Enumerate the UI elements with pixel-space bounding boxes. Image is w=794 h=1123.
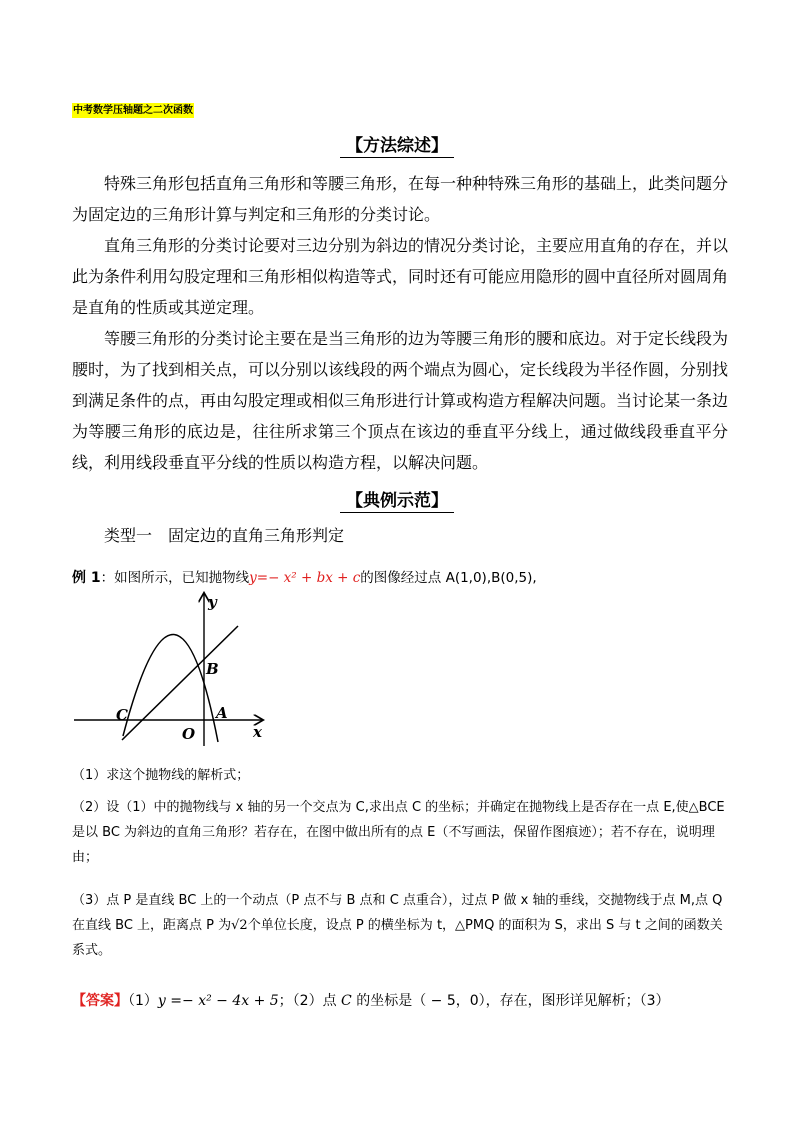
point-c-label: C (116, 706, 128, 724)
y-axis-label: y (208, 593, 217, 611)
answer-part-2: ；（2）点 (278, 993, 342, 1009)
example-heading (0, 490, 794, 512)
paragraph-2: 直角三角形的分类讨论要对三边分别为斜边的情况分类讨论，主要应用直角的存在，并以此为条件利用勾股定理和三角形相似构造等式，同时还有可能应用隐形的圆中直径所对圆周角是直角的性质或其逆定理。 (72, 236, 729, 317)
paragraph-3: 等腰三角形的分类讨论主要在是当三角形的边为等腰三角形的腰和底边。对于定长线段为腰时，为了找到相关点，可以分别以该线段的两个端点为圆心，定长线段为半径作圆，分别找到满足条件的点，再由勾股定理或相似三角形进行计算或构造方程解决问题。当讨论某一条边为等腰三角形的底边是，往往所求第三个顶点在该边的垂直平分线上，通过做线段垂直平分线，利用线段垂直平分线的性质以构造方程，以解决问题。 (72, 329, 729, 472)
question-3-part-1: （3）点 P 是直线 BC 上的一个动点（P 点不与 B 点和 C 点重合），过点 P 做 x 轴的垂线，交抛物线于点 M,点 Q 在直线 BC 上，距离点 P 为 (72, 893, 723, 933)
question-2: （2）设（1）中的抛物线与 x 轴的另一个交点为 C,求出点 C 的坐标；并确定在抛物线上是否存在一点 E,使△BCE 是以 BC 为斜边的直角三角形？若存在，在图中做出所有的点 E（不写画法，保留作图痕迹）；若不存在，说明理由； (72, 800, 725, 865)
point-b-label: B (206, 660, 219, 678)
origin-label: O (182, 725, 196, 743)
question-1: （1）求这个抛物线的解析式； (72, 768, 250, 783)
example-label: 例 1 (72, 570, 101, 586)
paragraph-1: 特殊三角形包括直角三角形和等腰三角形，在每一种种特殊三角形的基础上，此类问题分为固定边的三角形计算与判定和三角形的分类讨论。 (72, 174, 729, 224)
answer-formula: y =− x² − 4x + 5 (157, 993, 279, 1009)
point-a-label: A (216, 704, 228, 722)
answer-line (72, 990, 732, 1012)
answer-part-3: 的坐标是（ − 5，0），存在，图形详见解析；（3） (351, 993, 670, 1009)
header-tag: 中考数学压轴题之二次函数 (73, 105, 193, 116)
parabola-graph (72, 590, 272, 750)
sqrt-2: √2 (231, 918, 248, 933)
answer-part-1: （1） (128, 993, 158, 1009)
answer-label: 【答案】 (72, 993, 128, 1009)
example-heading-text: 【典例示范】 (340, 491, 454, 513)
parabola-formula: y=− x² + bx + c (249, 570, 361, 586)
question-3 (72, 888, 732, 963)
example-1-statement (72, 568, 537, 588)
example-text-after: 的图像经过点 A(1,0),B(0,5), (360, 570, 537, 586)
x-axis-label: x (253, 723, 262, 741)
question-3-part-2: 个单位长度，设点 P 的横坐标为 t，△PMQ 的面积为 S，求出 S 与 t 之间的函数关系式。 (72, 918, 723, 958)
method-summary-heading (0, 135, 794, 157)
method-summary-heading-text: 【方法综述】 (340, 136, 454, 158)
answer-point-c: C (341, 993, 352, 1009)
example-text-before: ：如图所示，已知抛物线 (100, 570, 250, 586)
type-title: 类型一 固定边的直角三角形判定 (104, 526, 345, 545)
